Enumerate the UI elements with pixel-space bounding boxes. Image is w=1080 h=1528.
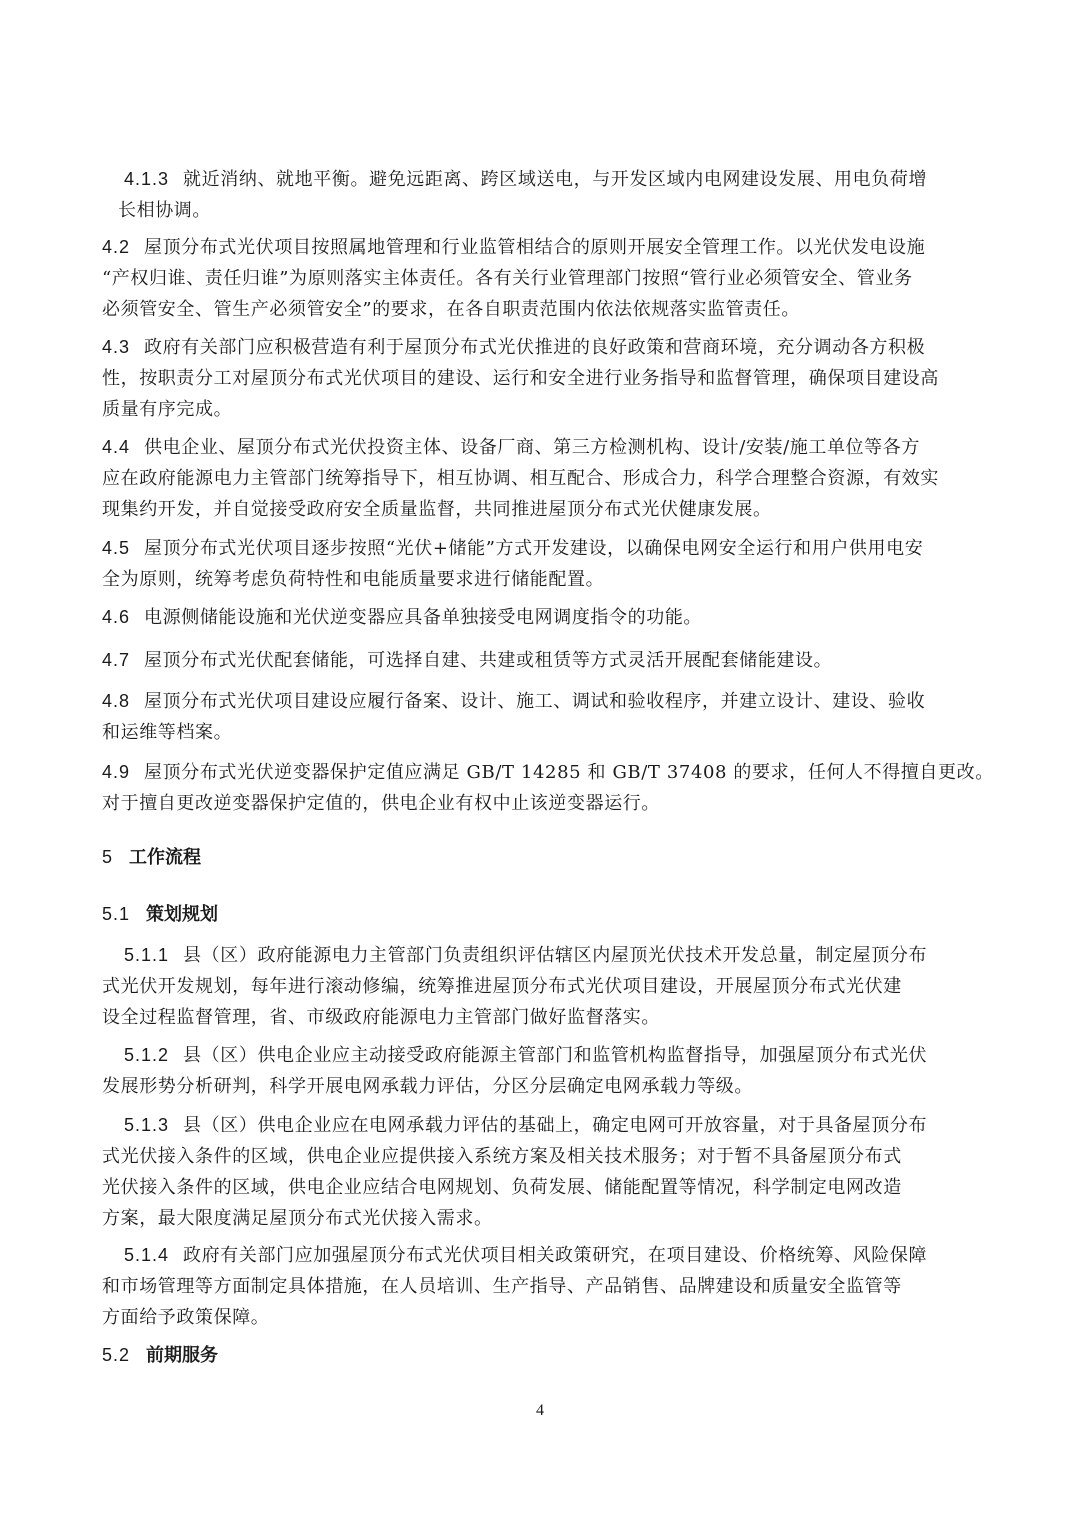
paragraph-4-4 — [102, 432, 953, 525]
section-heading-5-2 — [102, 1340, 218, 1371]
section-title: 工作流程 — [129, 847, 202, 868]
paragraph-line: 式光伏接入条件的区域，供电企业应提供接入系统方案及相关技术服务；对于暂不具备屋顶分布式 — [102, 1146, 902, 1167]
paragraph-line: 电源侧储能设施和光伏逆变器应具备单独接受电网调度指令的功能。 — [144, 607, 703, 628]
clause-number: 4.6 — [102, 607, 131, 627]
section-number: 5.2 — [102, 1345, 131, 1365]
clause-number: 4.1.3 — [124, 169, 170, 189]
paragraph-line: 屋顶分布式光伏项目逐步按照“光伏+储能”方式开发建设，以确保电网安全运行和用户供用电安 — [144, 538, 924, 559]
paragraph-line: 就近消纳、就地平衡。避免远距离、跨区域送电，与开发区域内电网建设发展、用电负荷增 — [183, 169, 928, 190]
clause-number: 5.1.4 — [124, 1245, 170, 1265]
clause-number: 4.5 — [102, 538, 131, 558]
paragraph-line: 县（区）供电企业应在电网承载力评估的基础上，确定电网可开放容量，对于具备屋顶分布 — [183, 1115, 928, 1136]
paragraph-line: 长相协调。 — [118, 200, 211, 221]
paragraph-line: 应在政府能源电力主管部门统筹指导下，相互协调、相互配合、形成合力，科学合理整合资源，有效实 — [102, 468, 939, 489]
paragraph-line: 屋顶分布式光伏配套储能，可选择自建、共建或租赁等方式灵活开展配套储能建设。 — [144, 650, 833, 671]
section-number: 5.1 — [102, 904, 131, 924]
clause-number: 4.4 — [102, 437, 131, 457]
paragraph-4-8 — [102, 686, 953, 748]
paragraph-line: 质量有序完成。 — [102, 399, 233, 420]
section-number: 5 — [102, 847, 114, 867]
paragraph-5-1-1 — [102, 940, 954, 1033]
paragraph-line: 方案，最大限度满足屋顶分布式光伏接入需求。 — [102, 1208, 493, 1229]
paragraph-line: 县（区）政府能源电力主管部门负责组织评估辖区内屋顶光伏技术开发总量，制定屋顶分布 — [183, 945, 928, 966]
paragraph-4-7 — [102, 645, 953, 676]
paragraph-line: 和运维等档案。 — [102, 722, 233, 743]
paragraph-4-1-3 — [118, 164, 954, 226]
paragraph-5-1-2 — [102, 1040, 954, 1102]
paragraph-line: 发展形势分析研判，科学开展电网承载力评估，分区分层确定电网承载力等级。 — [102, 1076, 753, 1097]
paragraph-line: 对于擅自更改逆变器保护定值的，供电企业有权中止该逆变器运行。 — [102, 793, 660, 814]
paragraph-line: 光伏接入条件的区域，供电企业应结合电网规划、负荷发展、储能配置等情况，科学制定电网改造 — [102, 1177, 902, 1198]
paragraph-5-1-4 — [102, 1240, 954, 1333]
paragraph-line: 屋顶分布式光伏逆变器保护定值应满足 GB/T 14285 和 GB/T 37408 的要求，任何人不得擅自更改。 — [144, 762, 994, 783]
paragraph-line: 和市场管理等方面制定具体措施，在人员培训、生产指导、产品销售、品牌建设和质量安全监管等 — [102, 1276, 902, 1297]
paragraph-line: 屋顶分布式光伏项目按照属地管理和行业监管相结合的原则开展安全管理工作。以光伏发电设施 — [144, 237, 926, 258]
paragraph-4-6 — [102, 602, 953, 633]
clause-number: 4.8 — [102, 691, 131, 711]
paragraph-4-5 — [102, 533, 953, 595]
section-title: 前期服务 — [146, 1345, 219, 1366]
paragraph-line: 全为原则，统筹考虑负荷特性和电能质量要求进行储能配置。 — [102, 569, 605, 590]
clause-number: 5.1.3 — [124, 1115, 170, 1135]
section-heading-5-1 — [102, 899, 218, 930]
page-number: 4 — [536, 1402, 544, 1419]
paragraph-4-3 — [102, 332, 953, 425]
clause-number: 4.7 — [102, 650, 131, 670]
clause-number: 4.3 — [102, 337, 131, 357]
section-title: 策划规划 — [146, 904, 219, 925]
paragraph-line: 性，按职责分工对屋顶分布式光伏项目的建设、运行和安全进行业务指导和监督管理，确保项目建设高 — [102, 368, 939, 389]
paragraph-line: 必须管安全、管生产必须管安全”的要求，在各自职责范围内依法依规落实监管责任。 — [102, 299, 800, 320]
clause-number: 5.1.2 — [124, 1045, 170, 1065]
paragraph-4-2 — [102, 232, 953, 325]
clause-number: 4.9 — [102, 762, 131, 782]
section-heading-5 — [102, 842, 201, 873]
clause-number: 5.1.1 — [124, 945, 170, 965]
clause-number: 4.2 — [102, 237, 131, 257]
paragraph-line: 政府有关部门应加强屋顶分布式光伏项目相关政策研究，在项目建设、价格统筹、风险保障 — [183, 1245, 928, 1266]
paragraph-line: 供电企业、屋顶分布式光伏投资主体、设备厂商、第三方检测机构、设计/安装/施工单位等各方 — [144, 437, 920, 458]
paragraph-line: 政府有关部门应积极营造有利于屋顶分布式光伏推进的良好政策和营商环境，充分调动各方积极 — [144, 337, 926, 358]
paragraph-line: “产权归谁、责任归谁”为原则落实主体责任。各有关行业管理部门按照“管行业必须管安全、管业务 — [102, 268, 913, 289]
paragraph-line: 现集约开发，并自觉接受政府安全质量监督，共同推进屋顶分布式光伏健康发展。 — [102, 499, 772, 520]
paragraph-line: 屋顶分布式光伏项目建设应履行备案、设计、施工、调试和验收程序，并建立设计、建设、验收 — [144, 691, 926, 712]
paragraph-line: 式光伏开发规划，每年进行滚动修编，统筹推进屋顶分布式光伏项目建设，开展屋顶分布式光伏建 — [102, 976, 902, 997]
paragraph-line: 设全过程监督管理，省、市级政府能源电力主管部门做好监督落实。 — [102, 1007, 660, 1028]
paragraph-line: 县（区）供电企业应主动接受政府能源主管部门和监管机构监督指导，加强屋顶分布式光伏 — [183, 1045, 928, 1066]
paragraph-line: 方面给予政策保障。 — [102, 1307, 270, 1328]
paragraph-4-9 — [102, 757, 994, 819]
paragraph-5-1-3 — [102, 1110, 954, 1234]
